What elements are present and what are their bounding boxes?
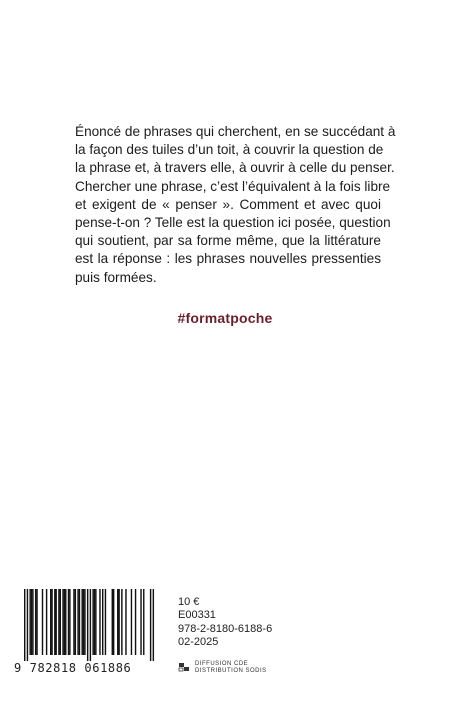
barcode-bar <box>50 589 51 655</box>
isbn-label: 978-2-8180-6188-6 <box>178 622 273 635</box>
barcode-bar <box>79 589 80 655</box>
barcode-bar <box>65 589 66 655</box>
publication-date: 02-2025 <box>178 636 219 649</box>
barcode-bar <box>77 589 78 655</box>
barcode-bar <box>51 589 52 655</box>
barcode-bar <box>90 589 91 661</box>
barcode-bar <box>24 589 25 661</box>
barcode-bar <box>58 589 59 655</box>
distributor-block <box>178 661 267 675</box>
barcode-bar <box>29 589 30 655</box>
barcode-bar <box>99 589 100 655</box>
barcode-bar <box>87 589 88 661</box>
barcode-bar <box>81 589 82 655</box>
product-code: E00331 <box>178 609 216 622</box>
barcode-bar <box>69 589 70 655</box>
barcode-bar <box>55 589 56 655</box>
barcode-bars <box>14 589 164 661</box>
barcode-bar <box>125 589 126 655</box>
blurb-line: Énoncé de phrases qui cherchent, en se succédant à <box>75 124 396 139</box>
barcode-bar <box>135 589 136 655</box>
back-cover-blurb <box>75 123 396 287</box>
barcode-bar <box>150 589 151 661</box>
distributor-line-2: DISTRIBUTION SODIS <box>195 668 267 674</box>
barcode-bar <box>131 589 132 655</box>
blurb-line: Chercher une phrase, c’est l’équivalent à la fois libre <box>75 178 391 194</box>
barcode-bar <box>54 589 55 655</box>
barcode-bar <box>105 589 106 655</box>
barcode-bar <box>102 589 103 655</box>
blurb-line: puis formées. <box>75 269 157 285</box>
blurb-line: est la réponse : les phrases nouvelles pressenties <box>75 251 381 267</box>
blurb-line: pense-t-on ? Telle est la question ici posée, question <box>75 215 391 231</box>
barcode-bar <box>68 589 69 655</box>
barcode-bar <box>35 589 36 655</box>
blurb-line: la façon des tuiles d’un toit, à couvrir la question de <box>75 142 384 158</box>
barcode-bar <box>84 589 85 655</box>
barcode <box>14 589 164 661</box>
barcode-bar <box>95 589 96 655</box>
book-info <box>178 596 272 650</box>
barcode-bar <box>62 589 63 655</box>
price-label: 10 € <box>178 596 200 608</box>
blurb-line: et exigent de « penser ». Comment et avec quoi <box>75 196 381 212</box>
distributor-text <box>195 661 267 675</box>
distributor-logo-icon <box>178 661 190 673</box>
barcode-bar <box>121 589 122 655</box>
barcode-bar <box>83 589 84 655</box>
distributor-line-1: DIFFUSION CDE <box>195 661 249 667</box>
barcode-bar <box>42 589 43 655</box>
barcode-digits: 9 782818 061886 <box>14 661 132 675</box>
barcode-bar <box>140 589 141 655</box>
barcode-bar <box>143 589 144 655</box>
barcode-bar <box>153 589 154 661</box>
barcode-bar <box>113 589 114 655</box>
barcode-bar <box>36 589 37 655</box>
barcode-bar <box>46 589 47 655</box>
barcode-bar <box>94 589 95 655</box>
barcode-bar <box>64 589 65 655</box>
barcode-bar <box>118 589 119 655</box>
barcode-bar <box>75 589 76 655</box>
barcode-bar <box>27 589 28 661</box>
barcode-bar <box>60 589 61 655</box>
barcode-bar <box>73 589 74 655</box>
barcode-bar <box>32 589 33 655</box>
barcode-bar <box>92 589 93 655</box>
barcode-bar <box>112 589 113 655</box>
barcode-bar <box>31 589 32 655</box>
blurb-line: qui soutient, par sa forme même, que la littérature <box>75 233 381 249</box>
hashtag-label: #formatpoche <box>177 310 273 326</box>
blurb-line: la phrase et, à travers elle, à ouvrir à celle du penser. <box>75 160 395 176</box>
barcode-bar <box>117 589 118 655</box>
